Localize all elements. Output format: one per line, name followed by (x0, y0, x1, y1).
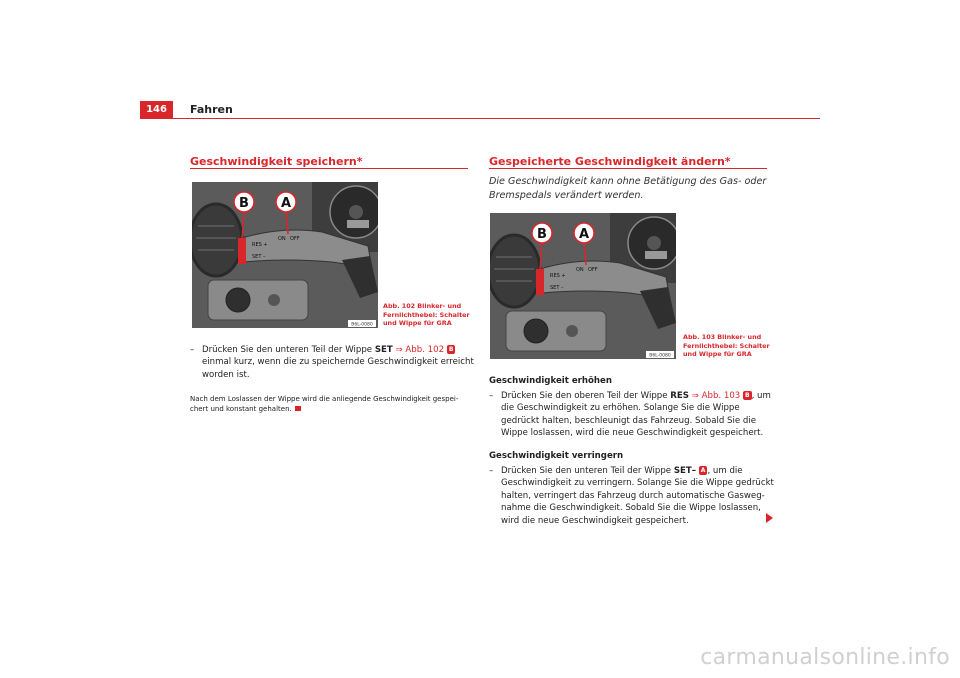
label-a: A (578, 227, 590, 242)
section-rule (190, 168, 468, 169)
label-b: B (537, 227, 547, 242)
lever-on-text: ON (576, 267, 584, 273)
step-store-speed: – Drücken Sie den unteren Teil der Wippe SET ⇒ Abb. 102 B einmal kurz, wenn die zu speichernde Geschwindigkeit erreicht worden ist. (190, 345, 474, 380)
running-title: Fahren (190, 103, 233, 116)
lever-set-text: SET – (550, 285, 564, 291)
label-b: B (239, 196, 249, 211)
figure-code: B6L-0080 (649, 353, 671, 359)
page-number: 146 (140, 101, 173, 118)
watermark: carmanualsonline.info (700, 645, 950, 670)
section-intro: Die Geschwindigkeit kann ohne Betätigung des Gas- oder Bremspedals verändert werden. (489, 176, 767, 201)
header-rule (140, 118, 820, 119)
lever-on-text: ON (278, 236, 286, 242)
figure-caption-102: Abb. 102 Blinker- und Fernlichthebel: Schalter und Wippe für GRA (383, 302, 470, 327)
lever-res-text: RES + (252, 242, 268, 248)
lever-off-text: OFF (588, 267, 598, 273)
subheading-decrease: Geschwindigkeit verringern (489, 451, 624, 461)
figure-code: B6L-0080 (351, 322, 373, 328)
figure-ref-link[interactable]: Abb. 103 (701, 391, 741, 401)
lever-illustration (490, 213, 676, 359)
callout-badge-a: A (700, 467, 706, 474)
subheading-increase: Geschwindigkeit erhöhen (489, 376, 612, 386)
figure-abb-103 (490, 213, 676, 359)
note-store-speed: Nach dem Loslassen der Wippe wird die anliegende Geschwindigkeit gespei- chert und konstant gehalten. (190, 395, 459, 413)
step-increase-speed: – Drücken Sie den oberen Teil der Wippe RES ⇒ Abb. 103 B , um die Geschwindigkeit zu erhöhen. Solange Sie die Wippe gedrückt halten, beschleunigt das Fahrzeug. Sobald Sie die Wippe loslassen, wird die neue Geschwindigkeit gespeichert. (489, 391, 771, 439)
continue-arrow-icon (766, 513, 773, 523)
callout-badge-b: B (745, 392, 750, 399)
lever-res-text: RES + (550, 273, 566, 279)
step-decrease-speed: – Drücken Sie den unteren Teil der Wippe SET– A , um die Geschwindigkeit zu verringern. Solange Sie die Wippe gedrückt halten, verringert das Fahrzeug durch automatische Gasweg- nahme die Geschwindigkeit. Sobald Sie die Wippe loslassen, wird die neue Geschwindigkeit gespeichert. (489, 466, 774, 526)
section-heading-change-speed: Gespeicherte Geschwindigkeit ändern* (489, 155, 731, 168)
lever-set-text: SET – (252, 254, 266, 260)
figure-caption-103: Abb. 103 Blinker- und Fernlichthebel: Schalter und Wippe für GRA (683, 333, 770, 358)
section-heading-store-speed: Geschwindigkeit speichern* (190, 155, 363, 168)
label-a: A (280, 196, 292, 211)
lever-off-text: OFF (290, 236, 300, 242)
section-rule (489, 168, 767, 169)
section-end-marker (295, 406, 301, 411)
figure-ref-link[interactable]: Abb. 102 (405, 345, 445, 355)
callout-badge-b: B (448, 346, 454, 353)
lever-illustration (192, 182, 378, 328)
figure-abb-102 (192, 182, 378, 328)
